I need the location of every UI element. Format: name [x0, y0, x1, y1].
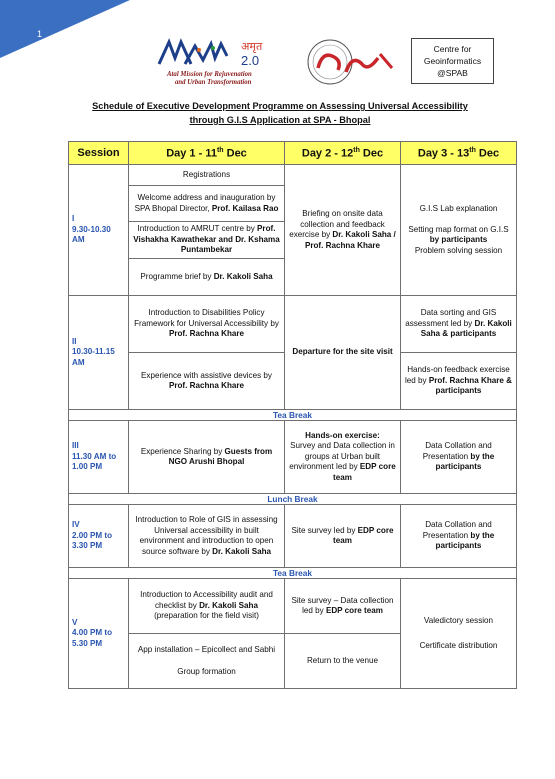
s5-day2-return: Return to the venue	[285, 634, 401, 689]
s1-day1-intro: Introduction to AMRUT centre by Prof. Vishakha Kawathekar and Dr. Kshama Puntambekar	[129, 222, 285, 259]
lunch-break: Lunch Break	[69, 494, 517, 505]
title-line-2: through G.I.S Application at SPA - Bhopal	[189, 115, 371, 125]
s2-day1-policy: Introduction to Disabilities Policy Framework for Universal Accessibility by Prof. Rachna Khare	[129, 296, 285, 353]
session-2-row	[69, 296, 517, 353]
geoinformatics-box	[411, 38, 494, 84]
document-title	[60, 99, 500, 127]
s4-day1-cell: Introduction to Role of GIS in assessing Universal accessibility in built environment and introduction to open source software by Dr. Kakoli Saha	[129, 505, 285, 568]
s1-day3-cell: G.I.S Lab explanation Setting map format on G.I.S by participants Problem solving session	[401, 165, 517, 296]
header-day1: Day 1 - 11th Dec	[129, 142, 285, 165]
header-row	[69, 142, 517, 165]
spa-logo	[302, 34, 398, 90]
s5-day3-cell: Valedictory session Certificate distribution	[401, 579, 517, 689]
s2-day2-cell: Departure for the site visit	[285, 296, 401, 410]
amrut-version: 2.0	[241, 53, 260, 68]
title-line-1: Schedule of Executive Development Programme on Assessing Universal Accessibility	[92, 101, 468, 111]
geo-line-1: Centre for	[433, 44, 472, 54]
session-4-row	[69, 505, 517, 568]
s1-day1-brief: Programme brief by Dr. Kakoli Saha	[129, 259, 285, 296]
amrut-hindi: अमृत	[241, 40, 263, 53]
s5-day1-audit: Introduction to Accessibility audit and checklist by Dr. Kakoli Saha (preparation for the field visit)	[129, 579, 285, 634]
page-number: 1	[37, 29, 43, 39]
amrut-caption-2: and Urban Transformation	[175, 79, 252, 86]
session-3-row	[69, 421, 517, 494]
s3-day1-cell: Experience Sharing by Guests from NGO Arushi Bhopal	[129, 421, 285, 494]
tea-break-2: Tea Break	[69, 568, 517, 579]
lunch-break-row	[69, 494, 517, 505]
tea-break-row-2	[69, 568, 517, 579]
geo-line-3: @SPAB	[437, 68, 468, 78]
session-2-label: II 10.30-11.15 AM	[69, 296, 129, 410]
amrut-caption-1: Atal Mission for Rejuvenation	[167, 71, 252, 78]
page-corner-banner	[0, 0, 130, 58]
session-4-label: IV 2.00 PM to 3.30 PM	[69, 505, 129, 568]
s1-day1-welcome: Welcome address and inauguration by SPA Bhopal Director, Prof. Kailasa Rao	[129, 186, 285, 222]
header-day3: Day 3 - 13th Dec	[401, 142, 517, 165]
tea-break-row-1	[69, 410, 517, 421]
s2-day3-sorting: Data sorting and GIS assessment led by Dr. Kakoli Saha & participants	[401, 296, 517, 353]
tea-break-1: Tea Break	[69, 410, 517, 421]
session-5-row	[69, 579, 517, 634]
header-day2: Day 2 - 12th Dec	[285, 142, 401, 165]
geo-line-2: Geoinformatics	[423, 56, 482, 66]
s4-day3-cell: Data Collation and Presentation by the participants	[401, 505, 517, 568]
s5-day1-app: App installation – Epicollect and Sabhi Group formation	[129, 634, 285, 689]
s5-day2-survey: Site survey – Data collection led by EDP core team	[285, 579, 401, 634]
s4-day2-cell: Site survey led by EDP core team	[285, 505, 401, 568]
s1-day1-registration: Registrations	[129, 165, 285, 186]
s3-day3-cell: Data Collation and Presentation by the participants	[401, 421, 517, 494]
session-3-label: III 11.30 AM to 1.00 PM	[69, 421, 129, 494]
s2-day1-assistive: Experience with assistive devices by Prof. Rachna Khare	[129, 353, 285, 410]
schedule-table	[68, 141, 517, 689]
s2-day3-feedback: Hands-on feedback exercise led by Prof. Rachna Khare & participants	[401, 353, 517, 410]
session-1-label: I 9.30-10.30 AM	[69, 165, 129, 296]
s1-day2-cell: Briefing on onsite data collection and feedback exercise by Dr. Kakoli Saha / Prof. Rachna Khare	[285, 165, 401, 296]
amrut-logo	[155, 38, 275, 88]
s3-day2-cell: Hands-on exercise: Survey and Data collection in groups at Urban built environment led by EDP core team	[285, 421, 401, 494]
session-1-row	[69, 165, 517, 186]
header-session: Session	[69, 142, 129, 165]
session-5-label: V 4.00 PM to 5.30 PM	[69, 579, 129, 689]
